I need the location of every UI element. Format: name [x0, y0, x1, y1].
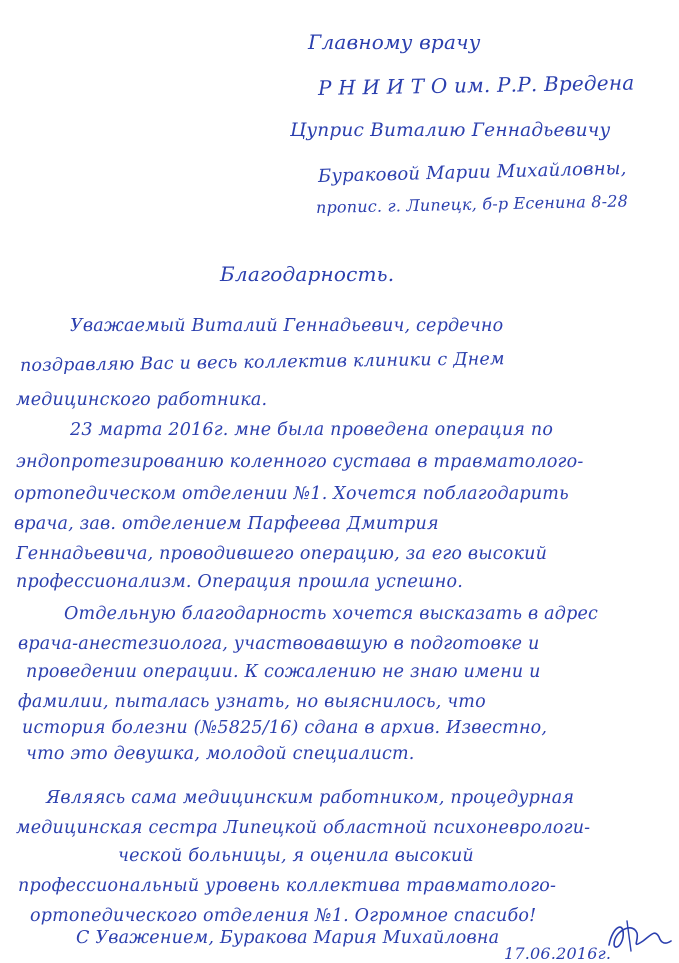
body-line: профессионализм. Операция прошла успешно.: [16, 572, 463, 592]
body-line: ортопедического отделения №1. Огромное спасибо!: [30, 906, 537, 926]
body-line: профессиональный уровень коллектива травматолого-: [18, 876, 557, 896]
body-line: 23 марта 2016г. мне была проведена операция по: [70, 420, 554, 440]
body-line: поздравляю Вас и весь коллектив клиники с Днем: [19, 349, 505, 376]
body-line: Уважаемый Виталий Геннадьевич, сердечно: [70, 316, 504, 336]
body-line: медицинского работника.: [16, 390, 268, 410]
letter-title: Благодарность.: [220, 262, 395, 286]
body-line: история болезни (№5825/16) сдана в архив. Известно,: [22, 718, 548, 738]
body-line: эндопротезированию коленного сустава в травматолого-: [16, 452, 584, 472]
header-line-1: Главному врачу: [308, 30, 481, 54]
header-line-4: Бураковой Марии Михайловны,: [317, 157, 627, 187]
signature-line: С Уважением, Буракова Мария Михайловна: [76, 928, 500, 948]
body-line: медицинская сестра Липецкой областной психоневрологи-: [16, 818, 591, 838]
letter-date: 17.06.2016г.: [504, 944, 612, 963]
header-line-2: Р Н И И Т О им. Р.Р. Вредена: [317, 70, 635, 100]
header-line-3: Цуприс Виталию Геннадьевичу: [290, 120, 611, 141]
body-line: ческой больницы, я оценила высокий: [118, 846, 474, 866]
body-line: Отдельную благодарность хочется высказать в адрес: [64, 604, 599, 624]
body-line: что это девушка, молодой специалист.: [26, 744, 415, 764]
body-line: ортопедическом отделении №1. Хочется поблагодарить: [14, 484, 569, 504]
body-line: врача-анестезиолога, участвовавшую в подготовке и: [18, 634, 540, 654]
body-line: Являясь сама медицинским работником, процедурная: [46, 788, 575, 808]
body-line: проведении операции. К сожалению не знаю имени и: [26, 662, 541, 682]
body-line: Геннадьевича, проводившего операцию, за его высокий: [16, 544, 548, 564]
handwritten-signature: [603, 915, 673, 957]
body-line: врача, зав. отделением Парфеева Дмитрия: [14, 514, 439, 534]
header-line-5: пропис. г. Липецк, б-р Есенина 8-28: [315, 191, 629, 217]
body-line: фамилии, пыталась узнать, но выяснилось, что: [18, 692, 486, 712]
